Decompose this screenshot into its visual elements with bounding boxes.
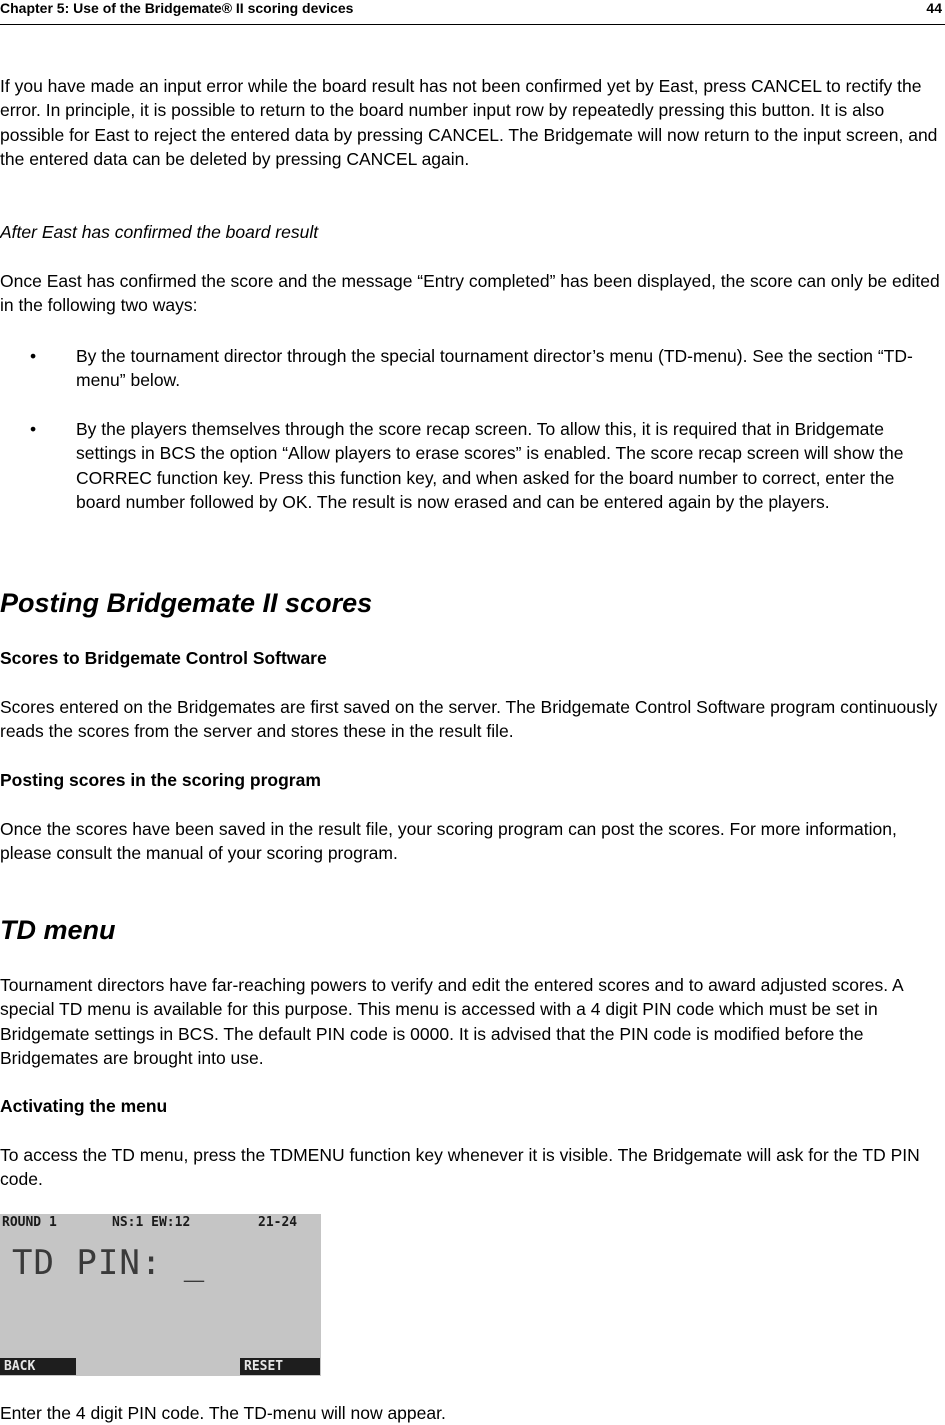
subheading-activating: Activating the menu [0, 1096, 168, 1116]
page-number: 44 [926, 0, 942, 16]
paragraph-activating: To access the TD menu, press the TDMENU function key whenever it is visible. The Bridgemate will ask for the TD PIN code. [0, 1145, 920, 1190]
paragraph-once-confirmed: Once East has confirmed the score and the message “Entry completed” has been displayed, the score can only be edited in the following two ways: [0, 271, 940, 316]
bullet-icon: • [30, 346, 37, 366]
device-screen [0, 1214, 321, 1376]
round-indicator: ROUND 1 [2, 1215, 57, 1230]
subheading-after-confirm: After East has confirmed the board result [0, 222, 319, 242]
boards-indicator: 21-24 [258, 1215, 298, 1230]
subheading-bcs: Scores to Bridgemate Control Software [0, 648, 327, 668]
back-function-key[interactable]: BACK [0, 1358, 76, 1375]
heading-td-menu: TD menu [0, 915, 116, 945]
paragraph-cancel: If you have made an input error while the board result has not been confirmed yet by East, press CANCEL to rectify the error. In principle, it is possible to return to the board number input row by repeatedly pressing this button. It is also possible for East to reject the entered data by pressing CANCEL. The Bridgemate will now return to the input screen, and the entered data can be deleted by pressing CANCEL again. [0, 76, 938, 169]
chapter-title: Chapter 5: Use of the Bridgemate® II scoring devices [0, 0, 354, 16]
paragraph-bcs: Scores entered on the Bridgemates are first saved on the server. The Bridgemate Control Software program continuously reads the scores from the server and stores these in the result file. [0, 697, 938, 742]
list-item-text: By the tournament director through the special tournament director’s menu (TD-menu). See the section “TD-menu” below. [76, 346, 913, 391]
pairs-indicator: NS:1 EW:12 [112, 1215, 191, 1230]
device-status-bar [0, 1214, 321, 1231]
paragraph-enter-pin: Enter the 4 digit PIN code. The TD-menu will now appear. [0, 1403, 446, 1423]
heading-posting-scores: Posting Bridgemate II scores [0, 588, 373, 618]
bullet-icon: • [30, 419, 37, 439]
subheading-posting-scoring: Posting scores in the scoring program [0, 770, 321, 790]
reset-function-key[interactable]: RESET [240, 1358, 320, 1375]
pin-prompt: TD PIN: _ [12, 1243, 206, 1283]
running-header [0, 0, 945, 25]
paragraph-td-menu: Tournament directors have far-reaching powers to verify and edit the entered scores and to award adjusted scores. A special TD menu is available for this purpose. This menu is accessed with a 4 digit PIN code which must be set in Bridgemate settings in BCS. The default PIN code is 0000. It is advised that the PIN code is modified before the Bridgemates are brought into use. [0, 975, 903, 1068]
paragraph-posting-scoring: Once the scores have been saved in the result file, your scoring program can post the scores. For more information, please consult the manual of your scoring program. [0, 819, 897, 864]
list-item-text: By the players themselves through the score recap screen. To allow this, it is required that in Bridgemate settings in BCS the option “Allow players to erase scores” is enabled. The score recap screen will show the CORREC function key. Press this function key, and when asked for the board number to correct, enter the board number followed by OK. The result is now erased and can be entered again by the players. [76, 419, 904, 512]
